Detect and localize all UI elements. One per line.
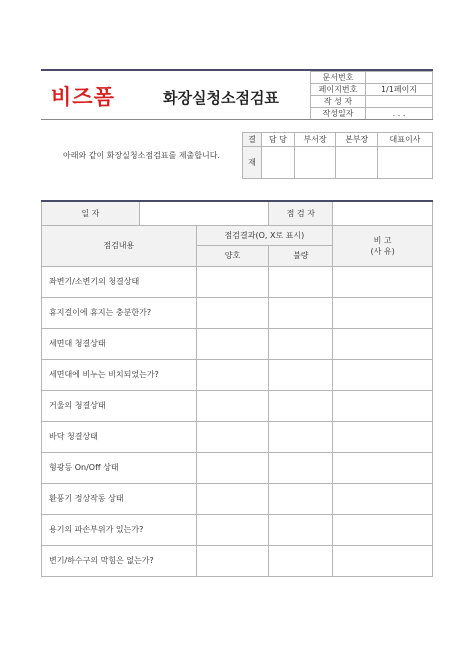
date-label: 일 자 — [42, 201, 140, 225]
inspection-row — [42, 359, 433, 390]
item-header: 점검내용 — [42, 225, 197, 266]
approval-sign-row — [243, 147, 433, 179]
meta-label: 작성일자 — [311, 108, 366, 120]
inspector-label: 점 검 자 — [269, 201, 333, 225]
remark-cell[interactable] — [333, 514, 433, 545]
remark-cell[interactable] — [333, 545, 433, 576]
meta-label: 문서번호 — [311, 72, 366, 84]
result-bad-cell[interactable] — [269, 545, 333, 576]
remark-cell[interactable] — [333, 421, 433, 452]
result-bad-cell[interactable] — [269, 483, 333, 514]
inspection-row — [42, 545, 433, 576]
result-good-cell[interactable] — [196, 514, 269, 545]
approval-label-bottom: 재 — [243, 147, 262, 179]
result-bad-cell[interactable] — [269, 328, 333, 359]
result-good-cell[interactable] — [196, 390, 269, 421]
result-good-cell[interactable] — [196, 452, 269, 483]
meta-value[interactable]: 1/1페이지 — [366, 84, 433, 96]
inspector-value-cell[interactable] — [333, 201, 433, 225]
approval-label-top: 결 — [243, 133, 262, 147]
remark-cell[interactable] — [333, 297, 433, 328]
meta-row-date — [311, 108, 433, 120]
date-inspector-row — [42, 201, 433, 225]
approval-role: 부서장 — [294, 133, 336, 147]
inspection-table — [41, 200, 433, 577]
inspection-item-label: 용기의 파손부위가 있는가? — [42, 514, 197, 545]
result-good-cell[interactable] — [196, 266, 269, 297]
signature-box[interactable] — [378, 147, 433, 179]
remark-cell[interactable] — [333, 266, 433, 297]
meta-value[interactable] — [366, 96, 433, 108]
brand-logo: 비즈폼 — [51, 85, 115, 109]
good-header: 양호 — [196, 245, 269, 266]
remark-cell[interactable] — [333, 390, 433, 421]
result-bad-cell[interactable] — [269, 390, 333, 421]
result-good-cell[interactable] — [196, 297, 269, 328]
result-good-cell[interactable] — [196, 483, 269, 514]
approval-role-row — [243, 133, 433, 147]
inspection-row — [42, 266, 433, 297]
remark-header — [333, 225, 433, 266]
result-bad-cell[interactable] — [269, 452, 333, 483]
result-good-cell[interactable] — [196, 545, 269, 576]
date-value-cell[interactable] — [139, 201, 269, 225]
remark-header-line2: (사 유) — [370, 246, 395, 256]
signature-box[interactable] — [294, 147, 336, 179]
inspection-row — [42, 297, 433, 328]
approval-role: 대표이사 — [378, 133, 433, 147]
inspection-row — [42, 328, 433, 359]
inspection-item-label: 바닥 청결상태 — [42, 421, 197, 452]
result-header: 점검결과(O, X로 표시) — [196, 225, 333, 245]
result-bad-cell[interactable] — [269, 266, 333, 297]
remark-cell[interactable] — [333, 483, 433, 514]
approval-role: 담 당 — [262, 133, 295, 147]
inspection-item-label: 세면대에 비누는 비치되었는가? — [42, 359, 197, 390]
inspection-item-label: 형광등 On/Off 상태 — [42, 452, 197, 483]
remark-cell[interactable] — [333, 359, 433, 390]
approval-table — [242, 132, 433, 179]
inspection-rows — [42, 266, 433, 576]
result-bad-cell[interactable] — [269, 297, 333, 328]
result-bad-cell[interactable] — [269, 359, 333, 390]
header-bottom-rule — [41, 119, 433, 120]
inspection-item-label: 휴지걸이에 휴지는 충분한가? — [42, 297, 197, 328]
meta-label: 페이지번호 — [311, 84, 366, 96]
result-good-cell[interactable] — [196, 328, 269, 359]
result-good-cell[interactable] — [196, 359, 269, 390]
remark-header-line1: 비 고 — [373, 235, 392, 245]
inspection-item-label: 환풍기 정상작동 상태 — [42, 483, 197, 514]
remark-cell[interactable] — [333, 328, 433, 359]
inspection-item-label: 변기/하수구의 막힘은 없는가? — [42, 545, 197, 576]
meta-label: 작 성 자 — [311, 96, 366, 108]
signature-box[interactable] — [262, 147, 295, 179]
meta-row-doc-number — [311, 72, 433, 84]
bad-header: 불량 — [269, 245, 333, 266]
inspection-row — [42, 452, 433, 483]
signature-box[interactable] — [336, 147, 378, 179]
document-header — [41, 69, 433, 120]
approval-role: 본부장 — [336, 133, 378, 147]
inspection-row — [42, 514, 433, 545]
document-title: 화장실청소점검표 — [163, 89, 279, 107]
inspection-row — [42, 483, 433, 514]
header-row-1 — [42, 225, 433, 245]
result-good-cell[interactable] — [196, 421, 269, 452]
inspection-row — [42, 421, 433, 452]
result-bad-cell[interactable] — [269, 514, 333, 545]
remark-cell[interactable] — [333, 452, 433, 483]
inspection-item-label: 세면대 청결상태 — [42, 328, 197, 359]
submission-statement: 아래와 같이 화장실청소점검표를 제출합니다. — [63, 151, 221, 160]
meta-value[interactable]: . . . — [366, 108, 433, 120]
inspection-row — [42, 390, 433, 421]
result-bad-cell[interactable] — [269, 421, 333, 452]
inspection-item-label: 좌변기/소변기의 청결상태 — [42, 266, 197, 297]
document-meta-table — [310, 71, 433, 120]
inspection-item-label: 거울의 청결상태 — [42, 390, 197, 421]
meta-row-page-number — [311, 84, 433, 96]
meta-value[interactable] — [366, 72, 433, 84]
meta-row-author — [311, 96, 433, 108]
